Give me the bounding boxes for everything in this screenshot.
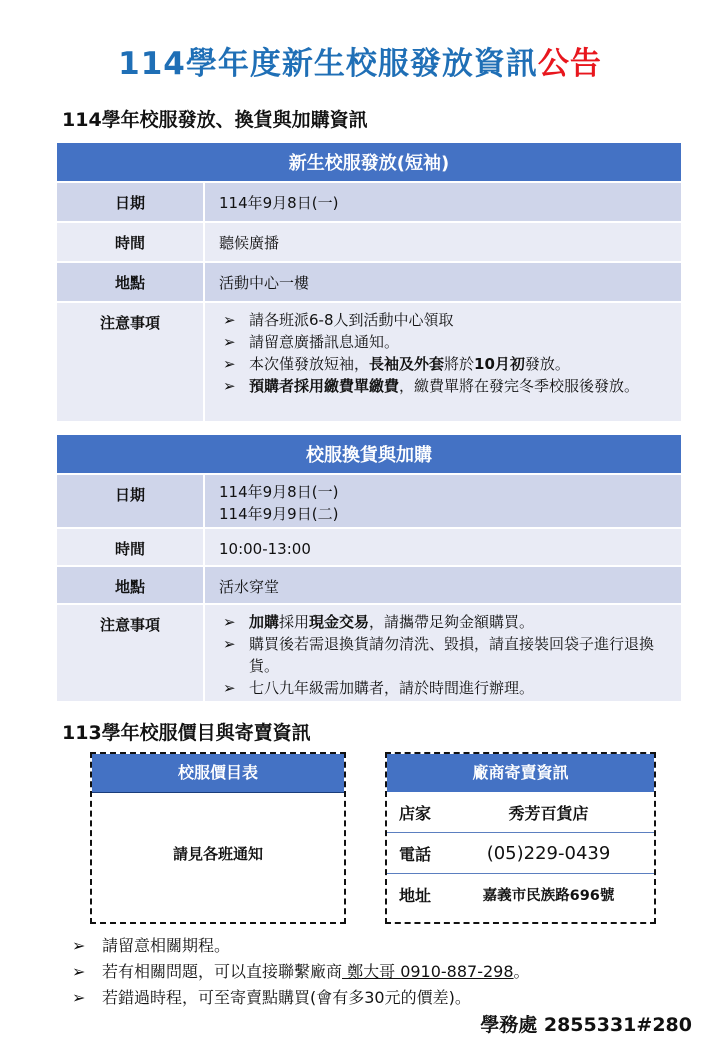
place-label: 地點 [57,566,204,604]
time-label: 時間 [57,528,204,566]
bottom-notes-list [72,933,530,1011]
store-value: 秀芳百貨店 [508,803,589,823]
time-value: 聽候廣播 [204,222,681,262]
arrow-bullet-icon: ➢ [223,679,236,697]
office-contact: 學務處 2855331#280 [480,1014,692,1036]
store-label: 店家 [399,803,432,823]
notes-label: 注意事項 [57,302,204,422]
phone-value: (05)229-0439 [486,842,611,864]
vendor-store-row [387,792,654,833]
price-list-note: 請見各班通知 [172,845,263,863]
address-label: 地址 [399,885,432,905]
title-highlight: 公告 [537,46,602,82]
vendor-phone-row [387,833,654,874]
time-label: 時間 [57,222,204,262]
arrow-bullet-icon: ➢ [223,333,236,351]
table-exchange-purchase [57,435,681,703]
list-item: ➢ 請各班派6-8人到活動中心領取 [223,311,454,329]
arrow-bullet-icon: ➢ [223,377,236,395]
vendor-contact-phone: 鄭大哥 0910-887-298 [342,962,514,981]
vendor-info-header: 廠商寄賣資訊 [387,754,654,792]
date-value: 114年9月9日(二) [219,505,339,523]
date-value: 114年9月8日(一) [204,182,681,222]
price-list-box [90,752,346,924]
date-value: 114年9月8日(一) [219,483,339,501]
notes-label: 注意事項 [57,604,204,702]
section-heading-distribution: 114學年校服發放、換貨與加購資訊 [62,109,368,131]
notes-list [219,611,663,699]
time-value: 10:00-13:00 [204,528,681,566]
list-item: ➢ 購買後若需退換貨請勿清洗、毀損，請直接裝回袋子進行退換貨。 [223,635,655,675]
list-item: ➢ 本次僅發放短袖，長袖及外套將於10月初發放。 [223,355,570,373]
address-value: 嘉義市民族路696號 [482,887,615,904]
list-item: ➢ 若錯過時程，可至寄賣點購買(會有多30元的價差)。 [72,985,530,1011]
page-title: 114學年度新生校服發放資訊公告 [118,46,602,82]
list-item: ➢ 七八九年級需加購者，請於時間進行辦理。 [223,679,535,697]
vendor-address-row [387,874,654,914]
arrow-bullet-icon: ➢ [72,988,86,1007]
list-item: ➢ 請留意廣播訊息通知。 [223,333,400,351]
arrow-bullet-icon: ➢ [223,613,236,631]
vendor-info-box [385,752,656,924]
table-header: 校服換貨與加購 [57,435,681,474]
list-item: ➢ 預購者採用繳費單繳費，繳費單將在發完冬季校服後發放。 [223,377,640,395]
list-item: ➢ 若有相關問題，可以直接聯繫廠商 鄭大哥 0910-887-298。 [72,959,530,985]
arrow-bullet-icon: ➢ [223,311,236,329]
table-new-uniform [57,143,681,423]
date-label: 日期 [57,474,204,528]
arrow-bullet-icon: ➢ [72,962,86,981]
place-value: 活水穿堂 [204,566,681,604]
date-label: 日期 [57,182,204,222]
table-header: 新生校服發放(短袖) [57,143,681,182]
list-item: ➢ 請留意相關期程。 [72,933,530,959]
arrow-bullet-icon: ➢ [223,635,236,653]
place-value: 活動中心一樓 [204,262,681,302]
notes-list [219,309,669,397]
list-item: ➢ 加購採用現金交易，請攜帶足夠金額購買。 [223,613,535,631]
price-list-header: 校服價目表 [92,754,344,793]
phone-label: 電話 [399,844,432,864]
place-label: 地點 [57,262,204,302]
section-heading-price-consignment: 113學年校服價目與寄賣資訊 [62,722,311,744]
arrow-bullet-icon: ➢ [72,936,86,955]
arrow-bullet-icon: ➢ [223,355,236,373]
